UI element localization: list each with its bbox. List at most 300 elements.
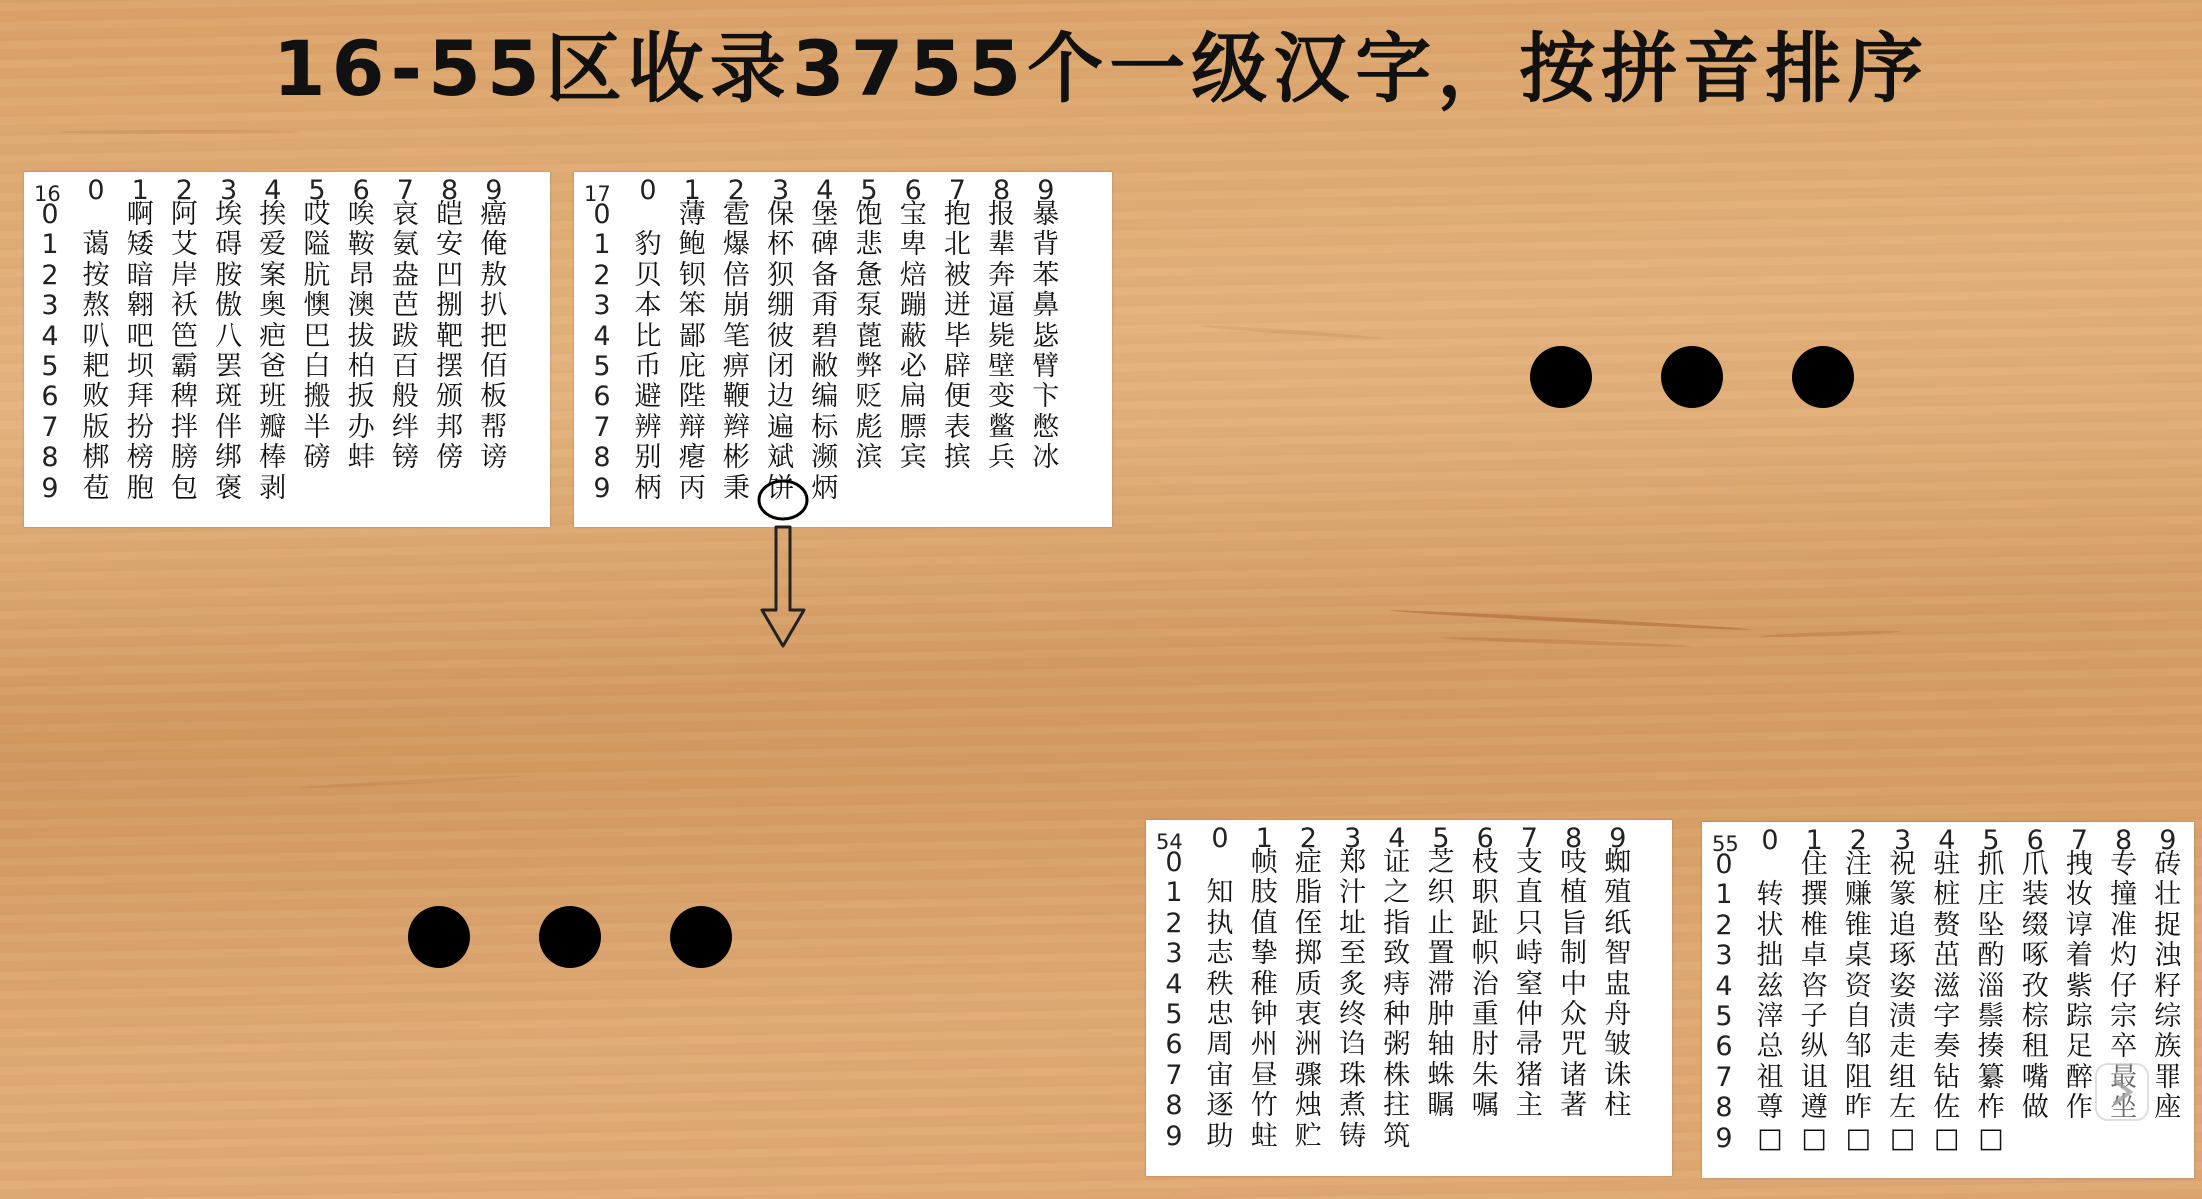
hanzi-cell: 蛛 xyxy=(1427,1059,1455,1091)
hanzi-cell: 彼 xyxy=(767,320,795,352)
hanzi-cell: 毖 xyxy=(1032,320,1060,352)
column-header: 6 xyxy=(904,175,922,206)
hanzi-cell: 猪 xyxy=(1515,1059,1543,1091)
column-header: 9 xyxy=(2159,825,2177,856)
hanzi-cell: 煮 xyxy=(1339,1090,1367,1122)
hanzi-cell: 败 xyxy=(82,381,110,413)
hanzi-cell: 堡 xyxy=(811,199,839,230)
hanzi-cell: 谤 xyxy=(480,442,508,474)
hanzi-cell: 辩 xyxy=(678,411,706,443)
row-header: 0 xyxy=(593,199,611,230)
hanzi-cell: 置 xyxy=(1427,938,1455,970)
hanzi-cell: 痔 xyxy=(1383,968,1411,1000)
hanzi-cell: 吧 xyxy=(126,320,154,352)
hanzi-cell: 冰 xyxy=(1032,442,1060,474)
hanzi-cell: 毕 xyxy=(943,320,971,352)
hanzi-cell: 辈 xyxy=(988,229,1016,261)
hanzi-cell: 饱 xyxy=(855,199,883,230)
hanzi-cell: 搬 xyxy=(303,381,331,413)
hanzi-cell: 值 xyxy=(1250,907,1278,939)
row-header: 0 xyxy=(41,199,59,230)
hanzi-cell: 懊 xyxy=(303,290,331,322)
hanzi-cell: 执 xyxy=(1206,907,1234,939)
hanzi-cell: 洲 xyxy=(1294,1029,1322,1061)
hanzi-cell: 翱 xyxy=(126,290,154,322)
zone-number: 54 xyxy=(1156,830,1183,854)
hanzi-cell: 壁 xyxy=(988,351,1016,382)
hanzi-cell: 庇 xyxy=(678,351,706,382)
hanzi-cell: 俺 xyxy=(480,229,508,261)
hanzi-cell: 豹 xyxy=(634,229,662,261)
hanzi-cell: 柄 xyxy=(634,472,662,504)
row-header: 7 xyxy=(1165,1059,1183,1091)
ellipsis-dot xyxy=(539,906,601,968)
hanzi-cell: 吱 xyxy=(1560,847,1588,878)
hanzi-cell: 宝 xyxy=(899,199,927,230)
hanzi-cell: 脂 xyxy=(1294,877,1322,909)
hanzi-cell: 比 xyxy=(634,320,662,352)
hanzi-cell: 榜 xyxy=(126,442,154,474)
zone-55-table xyxy=(1702,822,2194,1178)
hanzi-cell: 甭 xyxy=(811,290,839,322)
row-header: 2 xyxy=(1165,907,1183,939)
hanzi-cell: 滋 xyxy=(1933,970,1961,1002)
hanzi-cell: 别 xyxy=(634,442,662,474)
hanzi-cell: 靶 xyxy=(436,320,464,352)
hanzi-cell: 棒 xyxy=(259,442,287,474)
column-header: 5 xyxy=(308,175,326,206)
hanzi-cell: 旨 xyxy=(1560,907,1588,939)
wood-grain xyxy=(1200,324,1380,341)
hanzi-cell: 祖 xyxy=(1756,1061,1784,1093)
hanzi-cell: 陛 xyxy=(678,381,706,413)
hanzi-cell: 氨 xyxy=(391,229,419,261)
hanzi-cell: 嘴 xyxy=(2021,1061,2049,1093)
hanzi-cell: 鲍 xyxy=(678,229,706,261)
hanzi-cell: 办 xyxy=(347,411,375,443)
ellipsis-top xyxy=(1530,346,1860,416)
hanzi-cell: 拔 xyxy=(347,320,375,352)
hanzi-cell: 变 xyxy=(988,381,1016,413)
hanzi-cell: 拙 xyxy=(1756,940,1784,972)
hanzi-cell: 钻 xyxy=(1933,1061,1961,1093)
hanzi-cell: 钟 xyxy=(1250,999,1278,1030)
hanzi-cell: 终 xyxy=(1339,999,1367,1030)
hanzi-cell: 彪 xyxy=(855,411,883,443)
hanzi-cell: 准 xyxy=(2110,909,2138,941)
hanzi-cell: 衷 xyxy=(1294,999,1322,1030)
hanzi-cell: 轴 xyxy=(1427,1029,1455,1061)
hanzi-cell: 茁 xyxy=(1933,940,1961,972)
hanzi-cell: 昂 xyxy=(347,259,375,291)
hanzi-cell: 种 xyxy=(1383,999,1411,1030)
hanzi-cell: 症 xyxy=(1294,847,1322,878)
row-header: 1 xyxy=(1715,879,1733,911)
hanzi-cell: 遵 xyxy=(1800,1092,1828,1124)
hanzi-cell: 重 xyxy=(1471,999,1499,1030)
column-header: 0 xyxy=(639,175,657,206)
hanzi-cell: 柞 xyxy=(1977,1092,2005,1124)
hanzi-cell: 被 xyxy=(943,259,971,291)
hanzi-cell: 株 xyxy=(1383,1059,1411,1091)
hanzi-cell: 雹 xyxy=(722,199,750,230)
column-header: 5 xyxy=(860,175,878,206)
hanzi-cell: 佰 xyxy=(480,351,508,382)
hanzi-cell: 忠 xyxy=(1206,999,1234,1030)
hanzi-cell: 自 xyxy=(1844,1001,1872,1032)
hanzi-cell: 佐 xyxy=(1933,1092,1961,1124)
column-header: 2 xyxy=(1849,825,1867,856)
hanzi-cell: 鼻 xyxy=(1032,290,1060,322)
hanzi-cell: 租 xyxy=(2021,1031,2049,1063)
hanzi-cell: 半 xyxy=(303,411,331,443)
hanzi-cell: 诅 xyxy=(1800,1061,1828,1093)
hanzi-cell: 避 xyxy=(634,381,662,413)
hanzi-cell: 蓖 xyxy=(855,320,883,352)
hanzi-cell: 筑 xyxy=(1383,1120,1411,1152)
hanzi-cell: 诛 xyxy=(1604,1059,1632,1091)
hanzi-cell: 闭 xyxy=(767,351,795,382)
hanzi-cell: 专 xyxy=(2110,849,2138,880)
hanzi-cell: 斌 xyxy=(767,442,795,474)
hanzi-cell: 肿 xyxy=(1427,999,1455,1030)
hanzi-cell: 盅 xyxy=(1604,968,1632,1000)
hanzi-cell: 惫 xyxy=(855,259,883,291)
hanzi-cell: 制 xyxy=(1560,938,1588,970)
hanzi-cell: 包 xyxy=(170,472,198,504)
ellipsis-dot xyxy=(1792,346,1854,408)
hanzi-cell: 彬 xyxy=(722,442,750,474)
hanzi-cell: 爱 xyxy=(259,229,287,261)
hanzi-cell: 镑 xyxy=(391,442,419,474)
hanzi-cell: 抱 xyxy=(943,199,971,230)
hanzi-cell: 扁 xyxy=(899,381,927,413)
hanzi-cell: 左 xyxy=(1889,1092,1917,1124)
hanzi-cell: 逼 xyxy=(988,290,1016,322)
hanzi-cell: 卒 xyxy=(2110,1031,2138,1063)
hanzi-cell: 碑 xyxy=(811,229,839,261)
hanzi-cell: 琢 xyxy=(1889,940,1917,972)
hanzi-cell: 毙 xyxy=(988,320,1016,352)
row-header: 2 xyxy=(593,259,611,291)
hanzi-cell: 膀 xyxy=(170,442,198,474)
hanzi-cell: 纂 xyxy=(1977,1061,2005,1093)
hanzi-cell: 笔 xyxy=(722,320,750,352)
zone-number: 16 xyxy=(34,182,61,206)
hanzi-cell: 庄 xyxy=(1977,879,2005,911)
column-header: 6 xyxy=(2026,825,2044,856)
row-header: 7 xyxy=(593,411,611,443)
column-header: 7 xyxy=(948,175,966,206)
hanzi-cell: 狈 xyxy=(767,259,795,291)
hanzi-cell: 跋 xyxy=(391,320,419,352)
hanzi-cell: 宗 xyxy=(2110,1001,2138,1032)
hanzi-cell: 奥 xyxy=(259,290,287,322)
hanzi-cell: 绷 xyxy=(767,290,795,322)
row-header: 0 xyxy=(1165,847,1183,878)
hanzi-cell: 标 xyxy=(811,411,839,443)
hanzi-cell: 笨 xyxy=(678,290,706,322)
hanzi-cell: 芭 xyxy=(391,290,419,322)
hanzi-cell: 保 xyxy=(767,199,795,230)
hanzi-cell: 址 xyxy=(1339,907,1367,939)
row-header: 3 xyxy=(1165,938,1183,970)
row-header: 3 xyxy=(41,290,59,322)
hanzi-cell: 耙 xyxy=(82,351,110,382)
hanzi-cell: 装 xyxy=(2021,879,2049,911)
column-header: 2 xyxy=(175,175,193,206)
column-header: 8 xyxy=(1565,823,1583,854)
hanzi-cell: 孜 xyxy=(2021,970,2049,1002)
row-header: 4 xyxy=(593,320,611,352)
hanzi-cell: 班 xyxy=(259,381,287,413)
hanzi-cell: 霸 xyxy=(170,351,198,382)
hanzi-cell: 职 xyxy=(1471,877,1499,909)
hanzi-cell: 兵 xyxy=(988,442,1016,474)
hanzi-cell: 皑 xyxy=(436,199,464,230)
hanzi-cell: 卓 xyxy=(1800,940,1828,972)
hanzi-cell: 舟 xyxy=(1604,999,1632,1030)
row-header: 3 xyxy=(593,290,611,322)
hanzi-cell: 笆 xyxy=(170,320,198,352)
ellipsis-dot xyxy=(408,906,470,968)
column-header: 3 xyxy=(1344,823,1362,854)
row-header: 8 xyxy=(1715,1092,1733,1124)
ellipsis-dot xyxy=(1661,346,1723,408)
wood-grain xyxy=(60,130,300,134)
hanzi-cell: □ xyxy=(1889,1122,1916,1154)
hanzi-cell: 赚 xyxy=(1844,879,1872,911)
hanzi-cell: 指 xyxy=(1383,907,1411,939)
hanzi-cell: 仔 xyxy=(2110,970,2138,1002)
column-header: 7 xyxy=(2070,825,2088,856)
hanzi-cell: 鞭 xyxy=(722,381,750,413)
hanzi-cell: 秉 xyxy=(722,472,750,504)
hanzi-cell: 颁 xyxy=(436,381,464,413)
hanzi-cell: 鄙 xyxy=(678,320,706,352)
hanzi-cell: 肘 xyxy=(1471,1029,1499,1061)
column-header: 3 xyxy=(772,175,790,206)
hanzi-cell: 般 xyxy=(391,381,419,413)
hanzi-cell: 挨 xyxy=(259,199,287,230)
hanzi-cell: 州 xyxy=(1250,1029,1278,1061)
hanzi-cell: 帮 xyxy=(480,411,508,443)
hanzi-cell: 臂 xyxy=(1032,351,1060,382)
hanzi-cell: 渍 xyxy=(1889,1001,1917,1032)
hanzi-cell: 追 xyxy=(1889,909,1917,941)
hanzi-cell: 暗 xyxy=(126,259,154,291)
hanzi-cell: 奏 xyxy=(1933,1031,1961,1063)
row-header: 6 xyxy=(1165,1029,1183,1061)
hanzi-cell: 状 xyxy=(1756,909,1784,941)
hanzi-cell: 捌 xyxy=(436,290,464,322)
hanzi-cell: 紫 xyxy=(2065,970,2093,1002)
hanzi-cell: 濒 xyxy=(811,442,839,474)
hanzi-cell: 拄 xyxy=(1383,1090,1411,1122)
hanzi-cell: 淄 xyxy=(1977,970,2005,1002)
hanzi-cell: 丙 xyxy=(678,472,706,504)
column-header: 5 xyxy=(1982,825,2000,856)
highlight-annotation xyxy=(740,470,830,655)
row-header: 7 xyxy=(41,411,59,443)
hanzi-cell: 贬 xyxy=(855,381,883,413)
row-header: 5 xyxy=(1165,999,1183,1030)
zone-16-table xyxy=(24,172,550,527)
hanzi-cell: 治 xyxy=(1471,968,1499,1000)
row-header: 2 xyxy=(1715,909,1733,941)
row-header: 1 xyxy=(41,229,59,261)
hanzi-cell: 众 xyxy=(1560,999,1588,1030)
column-header: 0 xyxy=(1211,823,1229,854)
hanzi-cell: 芝 xyxy=(1427,847,1455,878)
hanzi-cell: 薄 xyxy=(678,199,706,230)
hanzi-cell: 凹 xyxy=(436,259,464,291)
row-header: 8 xyxy=(593,442,611,474)
hanzi-cell: 瘪 xyxy=(678,442,706,474)
hanzi-cell: 鬃 xyxy=(1977,1001,2005,1032)
hanzi-cell: 啊 xyxy=(126,199,154,230)
hanzi-cell: 隘 xyxy=(303,229,331,261)
row-header: 1 xyxy=(1165,877,1183,909)
hanzi-cell: 止 xyxy=(1427,907,1455,939)
hanzi-cell: 拽 xyxy=(2065,849,2093,880)
hanzi-cell: 综 xyxy=(2154,1001,2182,1032)
hanzi-cell: 摆 xyxy=(436,351,464,382)
hanzi-cell: 皱 xyxy=(1604,1029,1632,1061)
wood-grain xyxy=(1440,636,1690,649)
hanzi-cell: 碍 xyxy=(215,229,243,261)
column-header: 1 xyxy=(683,175,701,206)
hanzi-cell: 转 xyxy=(1756,879,1784,911)
column-header: 4 xyxy=(1938,825,1956,856)
ellipsis-dot xyxy=(1530,346,1592,408)
column-header: 9 xyxy=(1609,823,1627,854)
hanzi-cell: 拌 xyxy=(170,411,198,443)
hanzi-cell: 宙 xyxy=(1206,1059,1234,1091)
hanzi-cell: 蛀 xyxy=(1250,1120,1278,1152)
row-header: 7 xyxy=(1715,1061,1733,1093)
hanzi-cell: 汁 xyxy=(1339,877,1367,909)
hanzi-cell: 宾 xyxy=(899,442,927,474)
hanzi-cell: 帜 xyxy=(1471,938,1499,970)
hanzi-cell: 案 xyxy=(259,259,287,291)
hanzi-cell: 八 xyxy=(215,320,243,352)
hanzi-cell: 嘱 xyxy=(1471,1090,1499,1122)
hanzi-cell: 篆 xyxy=(1889,879,1917,911)
hanzi-cell: 杯 xyxy=(767,229,795,261)
hanzi-cell: 竹 xyxy=(1250,1090,1278,1122)
column-header: 3 xyxy=(220,175,238,206)
hanzi-cell: 扮 xyxy=(126,411,154,443)
hanzi-cell: 疤 xyxy=(259,320,287,352)
hanzi-cell: 悲 xyxy=(855,229,883,261)
hanzi-cell: 百 xyxy=(391,351,419,382)
hanzi-cell: 坝 xyxy=(126,351,154,382)
row-header: 1 xyxy=(593,229,611,261)
hanzi-cell: 碧 xyxy=(811,320,839,352)
hanzi-cell: 胺 xyxy=(215,259,243,291)
hanzi-cell: 伴 xyxy=(215,411,243,443)
hanzi-cell: 澳 xyxy=(347,290,375,322)
hanzi-cell: 稗 xyxy=(170,381,198,413)
hanzi-cell: 足 xyxy=(2065,1031,2093,1063)
hanzi-cell: 罪 xyxy=(2154,1061,2182,1093)
hanzi-cell: 志 xyxy=(1206,938,1234,970)
hanzi-cell: 按 xyxy=(82,259,110,291)
column-header: 0 xyxy=(1761,825,1779,856)
hanzi-cell: 板 xyxy=(480,381,508,413)
hanzi-cell: 爸 xyxy=(259,351,287,382)
hanzi-cell: 座 xyxy=(2154,1092,2182,1124)
row-header: 9 xyxy=(41,472,59,504)
hanzi-cell: 组 xyxy=(1889,1061,1917,1093)
hanzi-cell: 咒 xyxy=(1560,1029,1588,1061)
hanzi-cell: 必 xyxy=(899,351,927,382)
row-header: 5 xyxy=(41,351,59,382)
hanzi-cell: 兹 xyxy=(1756,970,1784,1002)
hanzi-cell: 籽 xyxy=(2154,970,2182,1002)
hanzi-cell: 作 xyxy=(2065,1092,2093,1124)
hanzi-cell: 帧 xyxy=(1250,847,1278,878)
column-header: 8 xyxy=(2115,825,2133,856)
hanzi-cell: 安 xyxy=(436,229,464,261)
hanzi-cell: 尊 xyxy=(1756,1092,1784,1124)
wood-grain xyxy=(1760,630,1900,639)
hanzi-cell: 峙 xyxy=(1515,938,1543,970)
hanzi-cell: 肢 xyxy=(1250,877,1278,909)
page-title: 16-55区收录3755个一级汉字，按拼音排序 xyxy=(272,24,1930,113)
hanzi-cell: 摈 xyxy=(943,442,971,474)
hanzi-cell: 做 xyxy=(2021,1092,2049,1124)
column-header: 2 xyxy=(727,175,745,206)
hanzi-cell: □ xyxy=(1978,1122,2004,1154)
hanzi-cell: 卑 xyxy=(899,229,927,261)
hanzi-cell: 粥 xyxy=(1383,1029,1411,1061)
hanzi-cell: 趾 xyxy=(1471,907,1499,939)
column-header: 8 xyxy=(441,175,459,206)
hanzi-cell: 岸 xyxy=(170,259,198,291)
hanzi-cell: 桌 xyxy=(1844,940,1872,972)
hanzi-cell: 痹 xyxy=(722,351,750,382)
hanzi-cell: 编 xyxy=(811,381,839,413)
hanzi-cell: 钡 xyxy=(678,259,706,291)
column-header: 0 xyxy=(87,175,105,206)
hanzi-cell: 傲 xyxy=(215,290,243,322)
hanzi-cell: 癌 xyxy=(480,199,508,230)
hanzi-cell: 鳖 xyxy=(988,411,1016,443)
row-header: 2 xyxy=(41,259,59,291)
wood-grain xyxy=(1390,609,1750,632)
column-header: 9 xyxy=(1037,175,1055,206)
hanzi-cell: 侄 xyxy=(1294,907,1322,939)
row-header: 9 xyxy=(593,472,611,504)
hanzi-cell: 本 xyxy=(634,290,662,322)
hanzi-cell: 敖 xyxy=(480,259,508,291)
hanzi-cell: 桩 xyxy=(1933,879,1961,911)
row-header: 9 xyxy=(1165,1120,1183,1152)
hanzi-cell: 辟 xyxy=(943,351,971,382)
hanzi-cell: 秩 xyxy=(1206,968,1234,1000)
hanzi-cell: 褒 xyxy=(215,472,243,504)
hanzi-cell: 傍 xyxy=(436,442,464,474)
hanzi-cell: 椎 xyxy=(1800,909,1828,941)
hanzi-cell: 把 xyxy=(480,320,508,352)
hanzi-cell: 智 xyxy=(1604,938,1632,970)
hanzi-cell: 暴 xyxy=(1032,199,1060,230)
hanzi-cell: 仲 xyxy=(1515,999,1543,1030)
hanzi-cell: 咨 xyxy=(1800,970,1828,1002)
hanzi-cell: 敝 xyxy=(811,351,839,382)
